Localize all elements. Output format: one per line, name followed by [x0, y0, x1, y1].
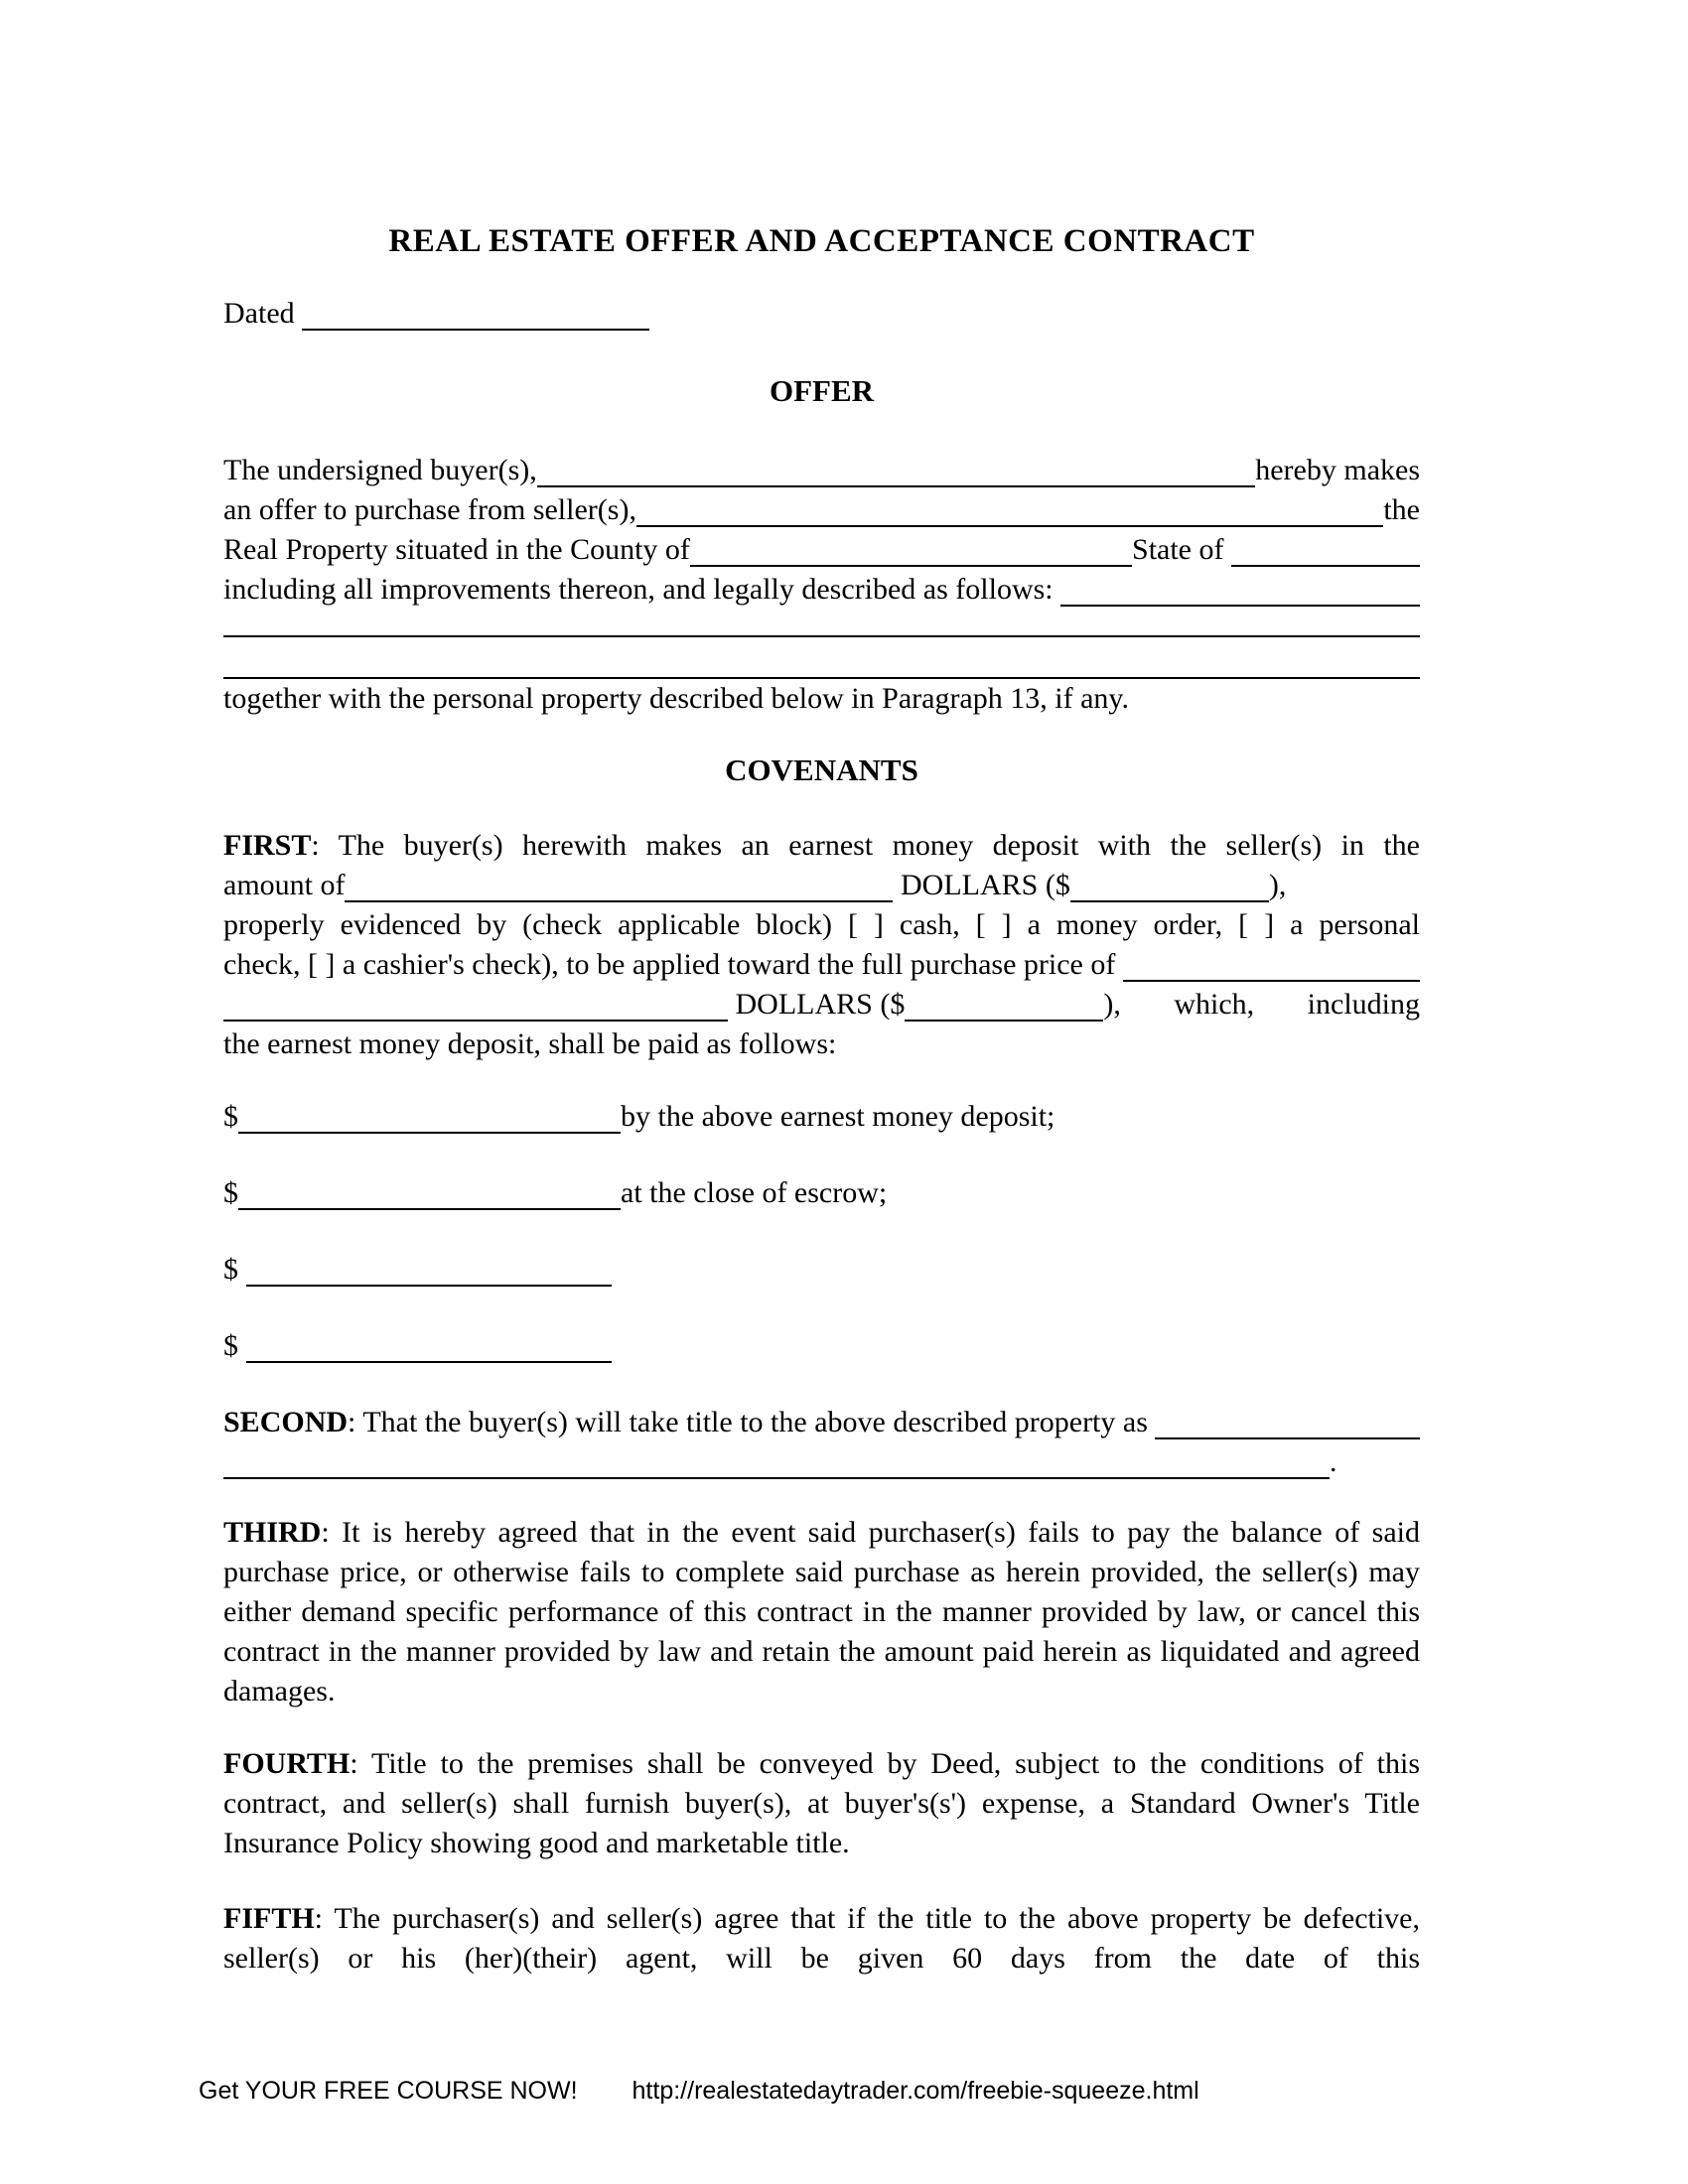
- second-clause-label: SECOND: [223, 1406, 349, 1438]
- including-word: including: [1307, 988, 1420, 1021]
- purchase-price-words-blank-start: [1123, 978, 1420, 982]
- date-blank-field: [302, 327, 649, 331]
- payment-amount-blank-1: [238, 1130, 621, 1134]
- title-type-blank-start: [1155, 1435, 1420, 1439]
- offer-line-legal-intro: [223, 570, 1420, 610]
- offer-heading: OFFER: [769, 373, 875, 408]
- offer-line3-text: Real Property situated in the County of: [223, 533, 690, 566]
- payment-desc-1: by the above earnest money deposit;: [621, 1100, 1055, 1133]
- third-clause-label: THIRD: [223, 1516, 322, 1549]
- first-clause-line4-text: check, [ ] a cashier's check), to be applied toward the full purchase price of: [223, 948, 1123, 981]
- footer-cta-text[interactable]: Get YOUR FREE COURSE NOW!: [199, 2077, 578, 2105]
- first-clause-line4: [223, 945, 1420, 985]
- first-clause-line6-text: the earnest money deposit, shall be paid as follows:: [223, 1027, 837, 1060]
- payment-row-3: [223, 1250, 1420, 1290]
- amount-numeric-blank: [1070, 898, 1269, 902]
- dollars-close-paren-2: ),: [1103, 988, 1121, 1021]
- offer-line-sellers: [223, 490, 1420, 530]
- dollars-label-1: DOLLARS ($: [893, 869, 1070, 901]
- covenants-heading: COVENANTS: [725, 752, 918, 787]
- state-of-label: State of: [1132, 533, 1231, 566]
- purchase-price-words-blank-end: [223, 1018, 728, 1022]
- title-type-blank-end: [223, 1475, 1330, 1479]
- payment-row-4: [223, 1326, 1420, 1366]
- offer-line2-text: an offer to purchase from seller(s),: [223, 493, 636, 526]
- fourth-clause-label: FOURTH: [223, 1747, 351, 1780]
- second-clause-line1: [223, 1403, 1420, 1442]
- second-clause-line1-text: : That the buyer(s) will take title to the above described property as: [348, 1406, 1148, 1438]
- third-clause-paragraph: [223, 1513, 1420, 1711]
- first-clause-line5: [223, 985, 1420, 1024]
- payment-amount-blank-2: [238, 1206, 621, 1210]
- together-with-line: [223, 679, 1420, 719]
- first-clause-line1-text: : The buyer(s) herewith makes an earnest money deposit with the seller(s) in the: [311, 829, 1420, 862]
- seller-name-blank: [636, 523, 1383, 527]
- dollar-sign-2: $: [223, 1176, 238, 1209]
- county-blank: [690, 563, 1132, 567]
- page-footer: [199, 2077, 1199, 2106]
- dated-label: Dated: [223, 297, 303, 330]
- payment-amount-blank-4: [246, 1359, 612, 1363]
- offer-line-county-state: [223, 530, 1420, 570]
- state-blank: [1231, 563, 1420, 567]
- payment-row-1: [223, 1097, 1420, 1137]
- together-with-text: together with the personal property described below in Paragraph 13, if any.: [223, 682, 1129, 715]
- second-clause-line2: [223, 1442, 1420, 1482]
- which-word: which,: [1174, 988, 1255, 1021]
- first-clause-line6: [223, 1024, 1420, 1064]
- amount-of-label: amount of: [223, 869, 346, 901]
- legal-description-blank-line-1: [223, 610, 1420, 637]
- first-clause-line3: [223, 905, 1420, 945]
- dollars-label-2: DOLLARS ($: [728, 988, 906, 1021]
- offer-line1-text: The undersigned buyer(s),: [223, 454, 537, 486]
- payment-amount-blank-3: [246, 1283, 612, 1287]
- second-clause-period: .: [1330, 1445, 1337, 1478]
- legal-description-blank-line-2: [223, 637, 1420, 679]
- fourth-clause-paragraph: [223, 1744, 1420, 1863]
- dollar-sign-4: $: [223, 1329, 246, 1362]
- dollar-sign-3: $: [223, 1253, 246, 1286]
- offer-line1-end: hereby makes: [1255, 454, 1420, 486]
- offer-line-buyers: [223, 451, 1420, 490]
- footer-url-link[interactable]: http://realestatedaytrader.com/freebie-squeeze.html: [632, 2077, 1199, 2105]
- space-gap: [1148, 1403, 1156, 1442]
- first-clause-line3-text: properly evidenced by (check applicable block) [ ] cash, [ ] a money order, [ ] a personal: [223, 908, 1420, 941]
- third-clause-text: : It is hereby agreed that in the event said purchaser(s) fails to pay the balance of said purchase price, or otherwise fails to complete said purchase as herein provided, the seller(s) may either demand specific performance of this contract in the manner provided by law, or cancel this contract in the manner provided by law and retain the amount paid herein as liquidated and agreed damages.: [223, 1516, 1420, 1707]
- offer-line4-text: including all improvements thereon, and legally described as follows:: [223, 573, 1061, 606]
- first-clause-line1: [223, 826, 1420, 866]
- contract-content: [223, 0, 1420, 1979]
- fourth-clause-text: : Title to the premises shall be conveyed by Deed, subject to the conditions of this contract, and seller(s) shall furnish buyer(s), at buyer's(s') expense, a Standard Owner's Title Insurance Policy showing good and marketable title.: [223, 1747, 1420, 1859]
- offer-line2-end: the: [1383, 493, 1420, 526]
- document-title: REAL ESTATE OFFER AND ACCEPTANCE CONTRACT: [388, 223, 1255, 259]
- fifth-clause-text: : The purchaser(s) and seller(s) agree that if the title to the above property be defective, seller(s) or his (her)(their) agent, will be given 60 days from the date of this: [223, 1902, 1420, 1975]
- buyer-name-blank: [537, 483, 1256, 487]
- first-clause-label: FIRST: [223, 829, 312, 862]
- fifth-clause-label: FIFTH: [223, 1902, 315, 1935]
- dollars-close-paren-1: ),: [1268, 869, 1287, 901]
- fifth-clause-paragraph: [223, 1899, 1420, 1979]
- payment-row-2: [223, 1173, 1420, 1213]
- first-clause-line2: [223, 866, 1420, 905]
- amount-words-blank: [345, 898, 893, 902]
- dollar-sign-1: $: [223, 1100, 238, 1133]
- payment-desc-2: at the close of escrow;: [621, 1176, 888, 1209]
- legal-description-blank-start: [1060, 603, 1420, 607]
- dated-line: [223, 294, 1420, 334]
- purchase-price-numeric-blank: [905, 1018, 1103, 1022]
